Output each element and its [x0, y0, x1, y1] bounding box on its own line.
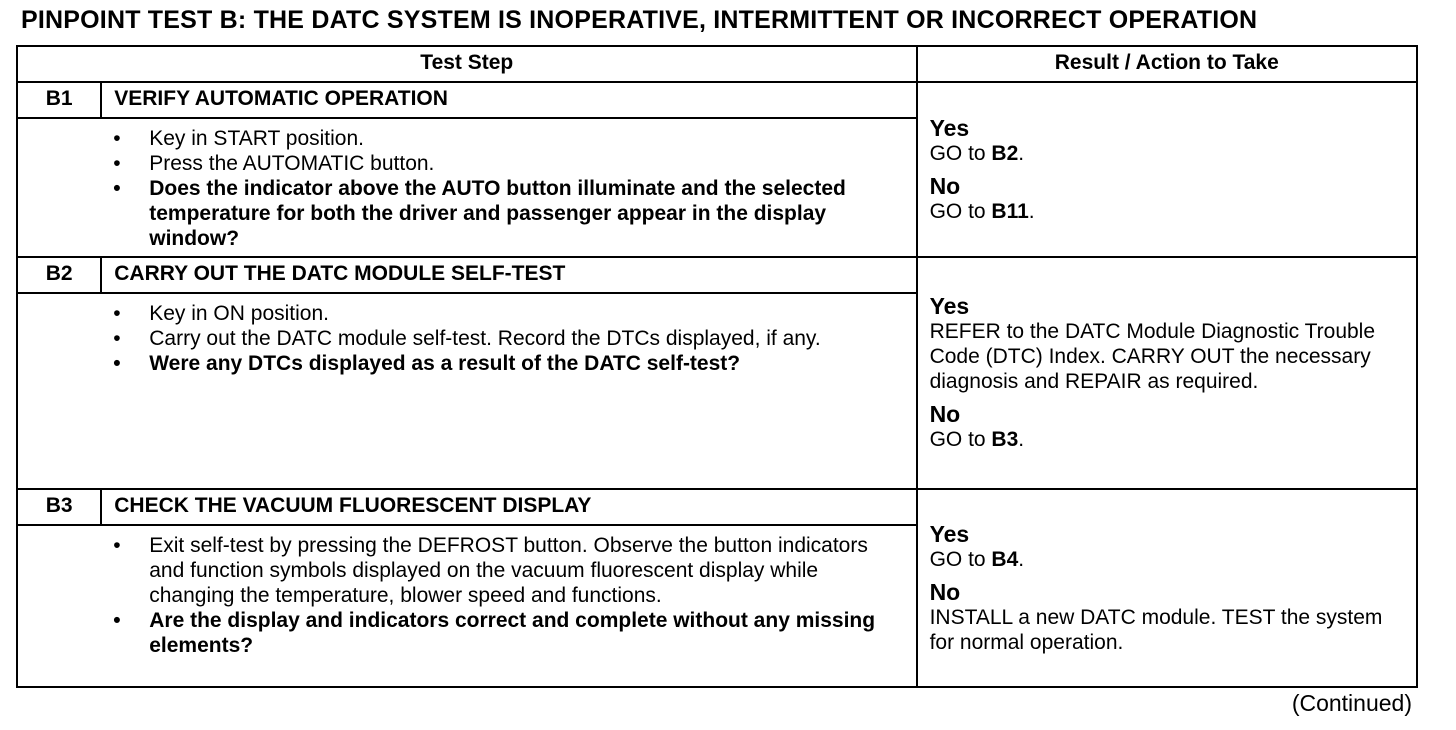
instruction-question: • Does the indicator above the AUTO button illuminate and the selected temperature for both the driver and passenger appear in the display window?: [113, 177, 846, 250]
bullet-icon: •: [113, 609, 121, 632]
step-reference: B3: [991, 428, 1019, 451]
step-title-row: [17, 489, 1417, 525]
bullet-icon: •: [113, 177, 121, 200]
step-instructions: [101, 118, 916, 257]
bullet-icon: •: [113, 534, 121, 557]
no-label: No: [929, 578, 961, 605]
step-title-row: [17, 257, 1417, 293]
step-id-spacer: [17, 118, 101, 257]
bullet-icon: •: [113, 352, 121, 375]
no-label: No: [929, 172, 961, 199]
yes-action: REFER to the DATC Module Diagnostic Trouble Code (DTC) Index. CARRY OUT the necessary diagnosis and REPAIR as required.: [929, 320, 1376, 393]
no-action: INSTALL a new DATC module. TEST the system for normal operation.: [929, 605, 1383, 654]
no-action: GO to B11.: [929, 199, 1035, 223]
instruction-question: • Are the display and indicators correct and complete without any missing elements?: [113, 609, 876, 657]
instruction-question: • Were any DTCs displayed as a result of the DATC self-test?: [113, 352, 741, 375]
step-reference: B4: [991, 547, 1019, 571]
yes-action: GO to B2.: [929, 141, 1025, 165]
instruction-list: [101, 294, 915, 381]
table-header-row: [17, 46, 1417, 82]
step-title: VERIFY AUTOMATIC OPERATION: [101, 82, 916, 118]
step-title: CHECK THE VACUUM FLUORESCENT DISPLAY: [101, 489, 916, 525]
test-step-header: Test Step: [17, 46, 917, 82]
step-id: B1: [17, 82, 101, 118]
yes-label: Yes: [929, 114, 970, 141]
instruction-item: • Carry out the DATC module self-test. Record the DTCs displayed, if any.: [113, 327, 821, 350]
continued-note: (Continued): [1291, 690, 1412, 716]
instruction-item: • Press the AUTOMATIC button.: [113, 152, 435, 175]
step-title-row: [17, 82, 1417, 118]
bullet-icon: •: [113, 302, 121, 325]
step-reference: B11: [991, 199, 1029, 223]
step-id: B3: [17, 489, 101, 525]
bullet-icon: •: [113, 152, 121, 175]
yes-label: Yes: [929, 520, 970, 547]
step-reference: B2: [991, 141, 1019, 165]
result-cell: [917, 257, 1417, 489]
instruction-item: • Key in START position.: [113, 127, 365, 150]
bullet-icon: •: [113, 327, 121, 350]
step-id-spacer: [17, 525, 101, 687]
yes-label: Yes: [929, 293, 970, 319]
instruction-list: [101, 119, 915, 256]
pinpoint-test-table: [16, 45, 1418, 688]
step-id-spacer: [17, 293, 101, 489]
result-action-header: Result / Action to Take: [917, 46, 1417, 82]
no-label: No: [929, 401, 961, 427]
instruction-list: [101, 526, 915, 663]
yes-action: GO to B4.: [929, 547, 1025, 571]
result-cell: [917, 489, 1417, 687]
result-cell: [917, 82, 1417, 257]
step-title: CARRY OUT THE DATC MODULE SELF-TEST: [101, 257, 916, 293]
instruction-item: • Exit self-test by pressing the DEFROST button. Observe the button indicators and function symbols displayed on the vacuum fluorescent display while changing the temperature, blower speed and functions.: [113, 534, 868, 607]
page-title: PINPOINT TEST B: THE DATC SYSTEM IS INOPERATIVE, INTERMITTENT OR INCORRECT OPERATION: [21, 6, 1258, 34]
no-action: GO to B3.: [929, 428, 1025, 451]
step-id: B2: [17, 257, 101, 293]
bullet-icon: •: [113, 127, 121, 150]
instruction-item: • Key in ON position.: [113, 302, 329, 325]
step-instructions: [101, 293, 916, 489]
step-instructions: [101, 525, 916, 687]
